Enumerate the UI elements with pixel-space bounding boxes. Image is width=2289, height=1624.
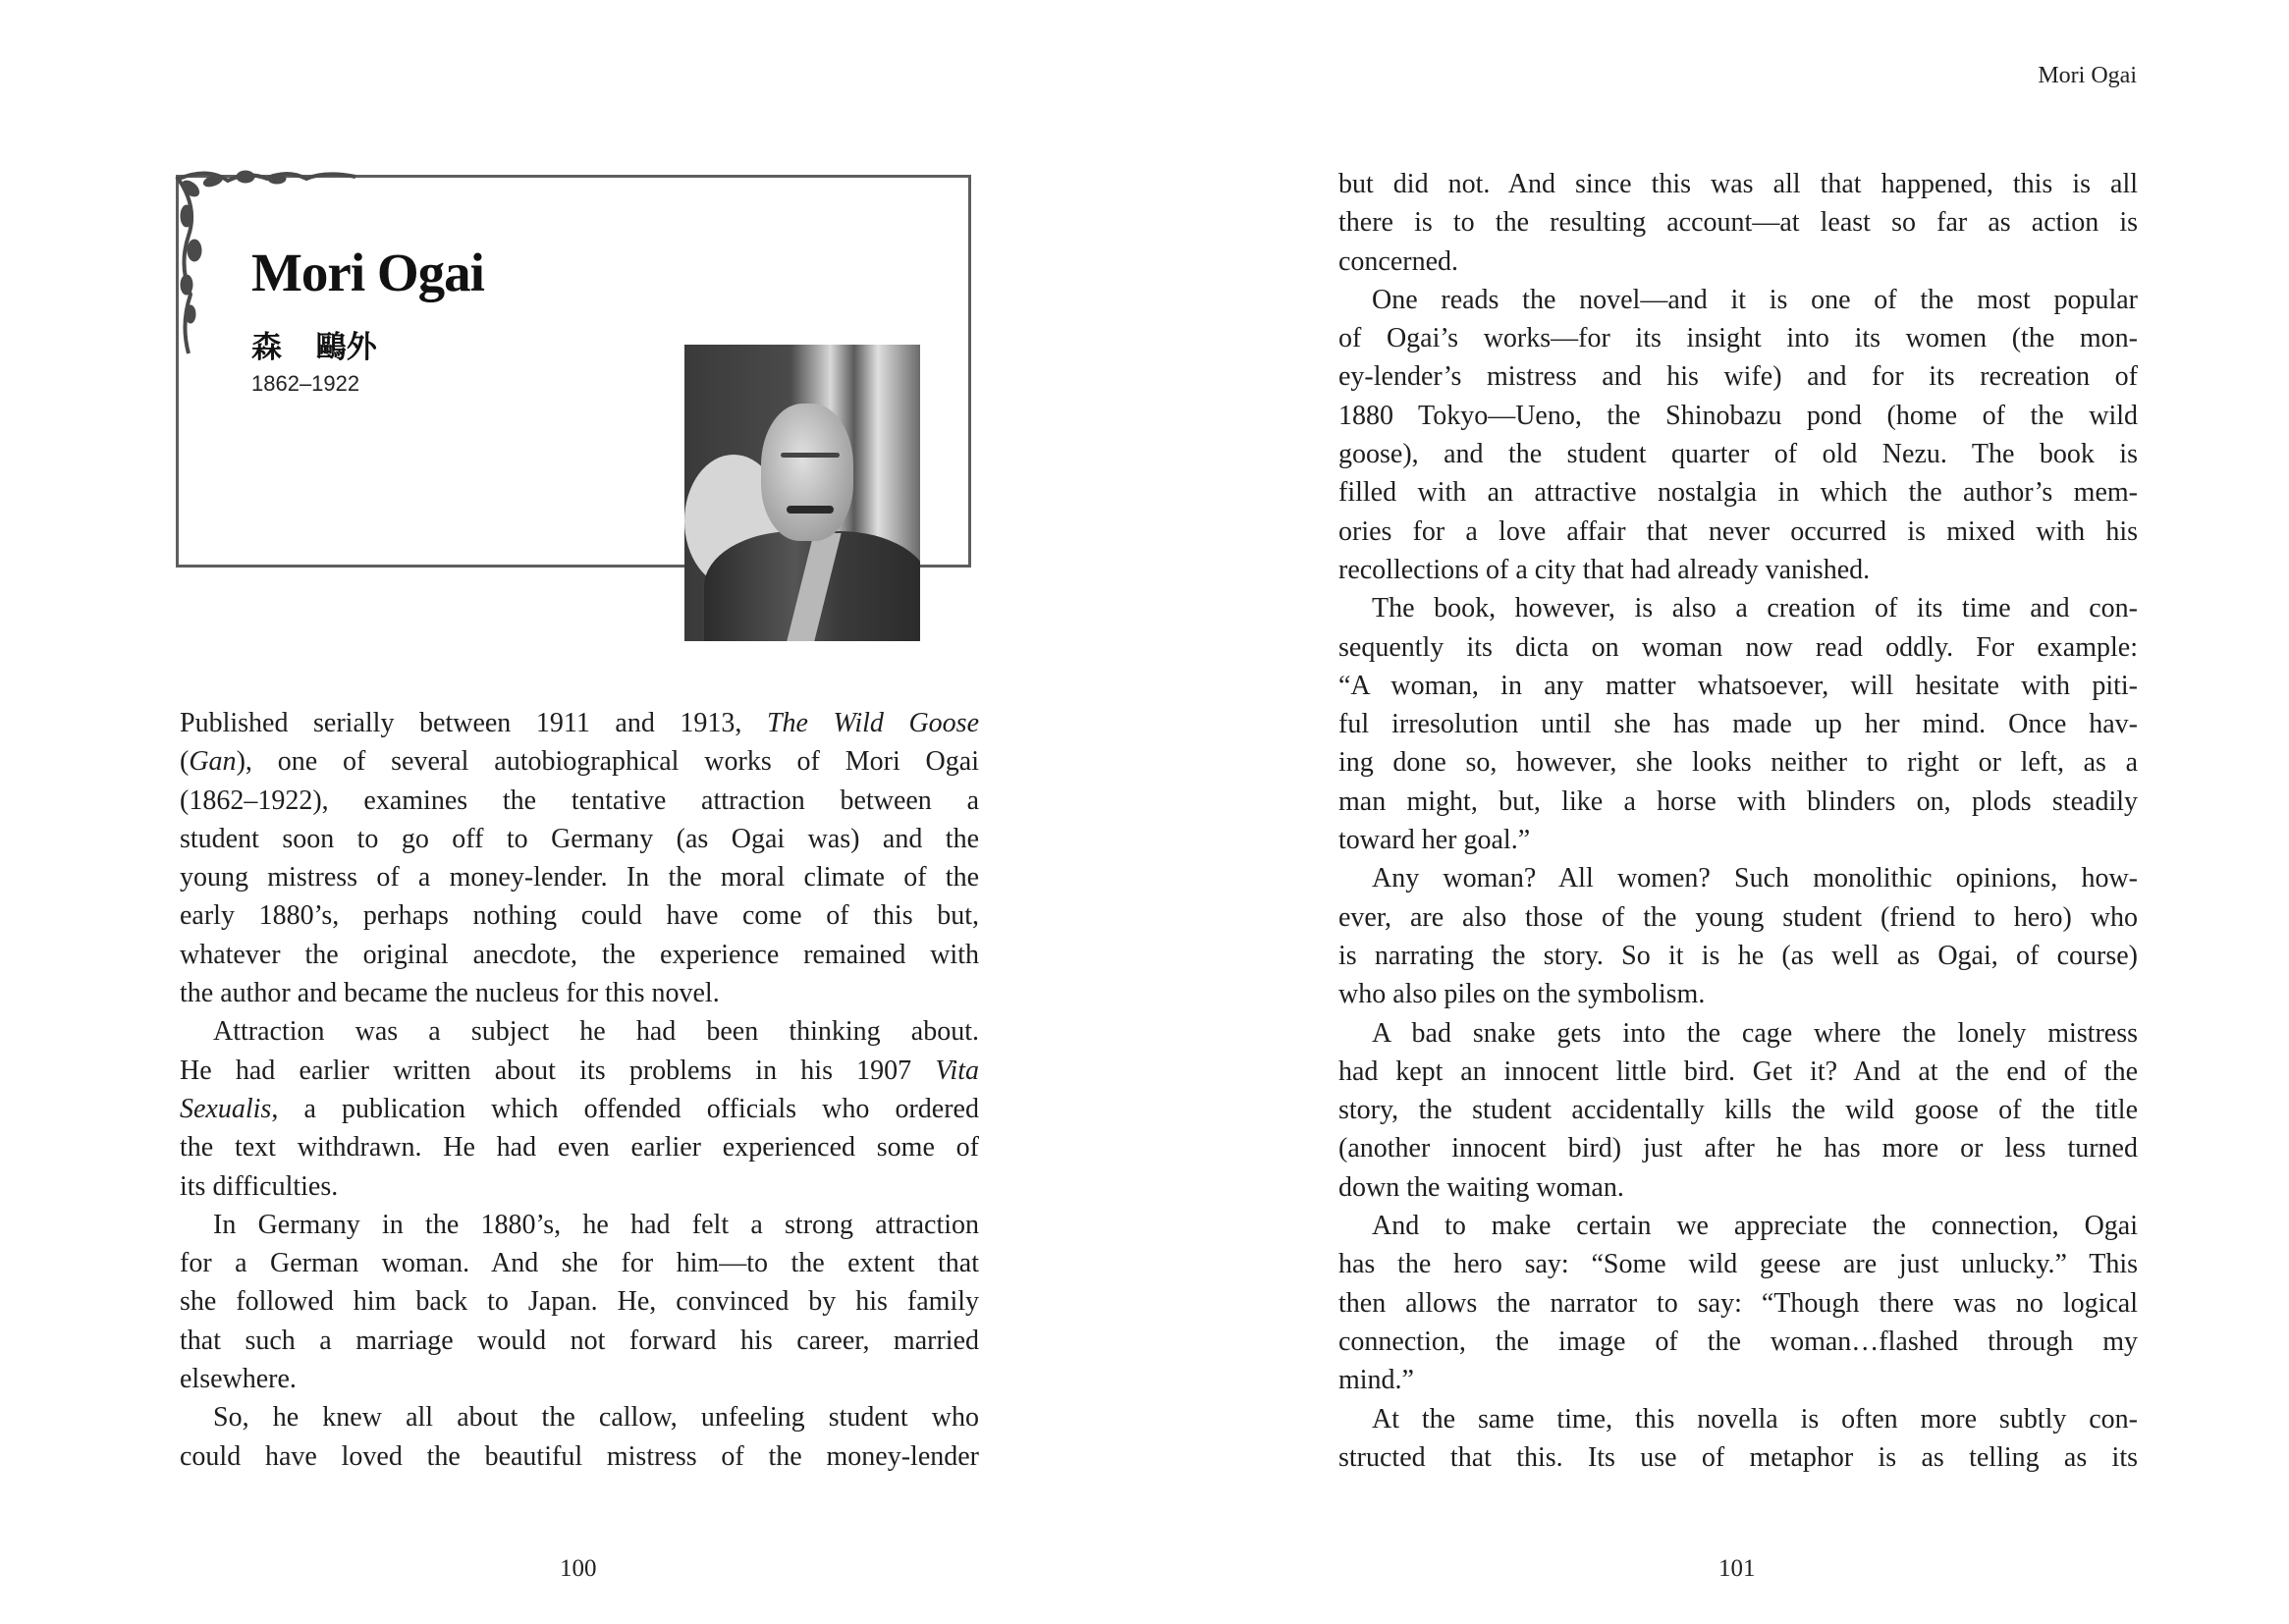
text-line: toward her goal.” <box>1338 825 1531 856</box>
text-line: who also piles on the symbolism. <box>1338 979 1706 1010</box>
left-page-body-text <box>180 704 979 1476</box>
paragraph <box>1338 1207 2138 1399</box>
text-line: of Ogai’s works—for its insight into its women (the mon- <box>1338 323 2138 354</box>
text-line: sequently its dicta on woman now read oddly. For example: <box>1338 631 2138 663</box>
text-line: the text withdrawn. He had even earlier experienced some of <box>180 1132 979 1164</box>
text-line: ever, are also those of the young student (friend to hero) who <box>1338 901 2138 933</box>
text-line: early 1880’s, perhaps nothing could have come of this but, <box>180 900 979 932</box>
text-line: concerned. <box>1338 245 1459 277</box>
text-line: goose), and the student quarter of old Nezu. The book is <box>1338 439 2138 470</box>
text-line: story, the student accidentally kills the wild goose of the title <box>1338 1095 2138 1126</box>
author-name-title: Mori Ogai <box>251 243 484 302</box>
text-line: whatever the original anecdote, the experience remained with <box>180 939 979 970</box>
text-line: A bad snake gets into the cage where the lonely mistress <box>1372 1017 2138 1049</box>
text-line: (another innocent bird) just after he has more or less turned <box>1338 1133 2138 1164</box>
right-page-body-text <box>1338 165 2138 1477</box>
text-line: could have loved the beautiful mistress of the money-lender <box>180 1440 979 1472</box>
text-line: At the same time, this novella is often more subtly con- <box>1372 1403 2138 1435</box>
text-line: down the waiting woman. <box>1338 1171 1624 1203</box>
text-line: man might, but, like a horse with blinders on, plods steadily <box>1338 785 2138 817</box>
text-line: for a German woman. And she for him—to the extent that <box>180 1248 979 1279</box>
paragraph <box>1338 165 2138 281</box>
paragraph <box>180 1398 979 1476</box>
text-line: structed that this. Its use of metaphor is as telling as its <box>1338 1441 2138 1473</box>
text-line: ing done so, however, she looks neither to right or left, as a <box>1338 747 2138 779</box>
photo-brows <box>781 453 840 458</box>
text-line: its difficulties. <box>180 1170 339 1202</box>
text-line: He had earlier written about its problems in his 1907 Vita <box>180 1055 979 1086</box>
text-line: elsewhere. <box>180 1364 297 1395</box>
text-line: mind.” <box>1338 1365 1414 1396</box>
text-line: there is to the resulting account—at least so far as action is <box>1338 207 2138 239</box>
text-line: is narrating the story. So it is he (as well as Ogai, of course) <box>1338 940 2138 971</box>
paragraph <box>1338 1400 2138 1478</box>
text-line: In Germany in the 1880’s, he had felt a strong attraction <box>213 1209 979 1240</box>
page-number-right: 101 <box>1718 1555 1756 1582</box>
text-line: And to make certain we appreciate the connection, Ogai <box>1372 1211 2138 1242</box>
text-line: Any woman? All women? Such monolithic opinions, how- <box>1372 863 2138 894</box>
text-line: but did not. And since this was all that happened, this is all <box>1338 169 2138 199</box>
paragraph <box>180 1012 979 1205</box>
text-line: then allows the narrator to say: “Though there was no logical <box>1338 1287 2138 1319</box>
photo-face <box>761 404 853 541</box>
page-number-left: 100 <box>560 1555 597 1582</box>
text-line: young mistress of a money-lender. In the moral climate of the <box>180 862 979 893</box>
text-line: ories for a love affair that never occurred is mixed with his <box>1338 515 2138 547</box>
text-line: So, he knew all about the callow, unfeeling student who <box>213 1402 979 1434</box>
author-name-kanji: 森 鷗外 <box>251 330 377 365</box>
paragraph <box>1338 589 2138 859</box>
photo-moustache <box>787 506 834 514</box>
text-line: 1880 Tokyo—Ueno, the Shinobazu pond (home of the wild <box>1338 400 2138 431</box>
paragraph <box>1338 859 2138 1013</box>
text-line: recollections of a city that had already vanished. <box>1338 554 1871 585</box>
text-line: has the hero say: “Some wild geese are just unlucky.” This <box>1338 1249 2138 1280</box>
text-line: (Gan), one of several autobiographical works of Mori Ogai <box>180 746 979 778</box>
text-line: filled with an attractive nostalgia in which the author’s mem- <box>1338 477 2138 509</box>
text-line: had kept an innocent little bird. Get it? And at the end of the <box>1338 1056 2138 1087</box>
author-life-dates: 1862–1922 <box>251 371 360 396</box>
text-line: The book, however, is also a creation of its time and con- <box>1372 593 2138 624</box>
text-line: Attraction was a subject he had been thinking about. <box>213 1016 979 1048</box>
paragraph <box>1338 1014 2138 1207</box>
text-line: the author and became the nucleus for this novel. <box>180 978 720 1009</box>
text-line: student soon to go off to Germany (as Ogai was) and the <box>180 823 979 854</box>
paragraph <box>180 704 979 1012</box>
text-line: One reads the novel—and it is one of the most popular <box>1372 284 2138 315</box>
text-line: ey-lender’s mistress and his wife) and for its recreation of <box>1338 361 2138 393</box>
text-line: she followed him back to Japan. He, convinced by his family <box>180 1286 979 1318</box>
paragraph <box>1338 281 2138 589</box>
running-head: Mori Ogai <box>2038 63 2137 88</box>
text-line: connection, the image of the woman…flashed through my <box>1338 1326 2138 1357</box>
text-line: that such a marriage would not forward his career, married <box>180 1325 979 1356</box>
author-portrait-photo <box>684 345 920 641</box>
text-line: ful irresolution until she has made up her mind. Once hav- <box>1338 709 2138 740</box>
text-line: Published serially between 1911 and 1913, The Wild Goose <box>180 708 979 738</box>
text-line: (1862–1922), examines the tentative attraction between a <box>180 785 979 816</box>
text-line: Sexualis, a publication which offended officials who ordered <box>180 1093 979 1124</box>
text-line: “A woman, in any matter whatsoever, will hesitate with piti- <box>1338 670 2138 701</box>
paragraph <box>180 1206 979 1398</box>
